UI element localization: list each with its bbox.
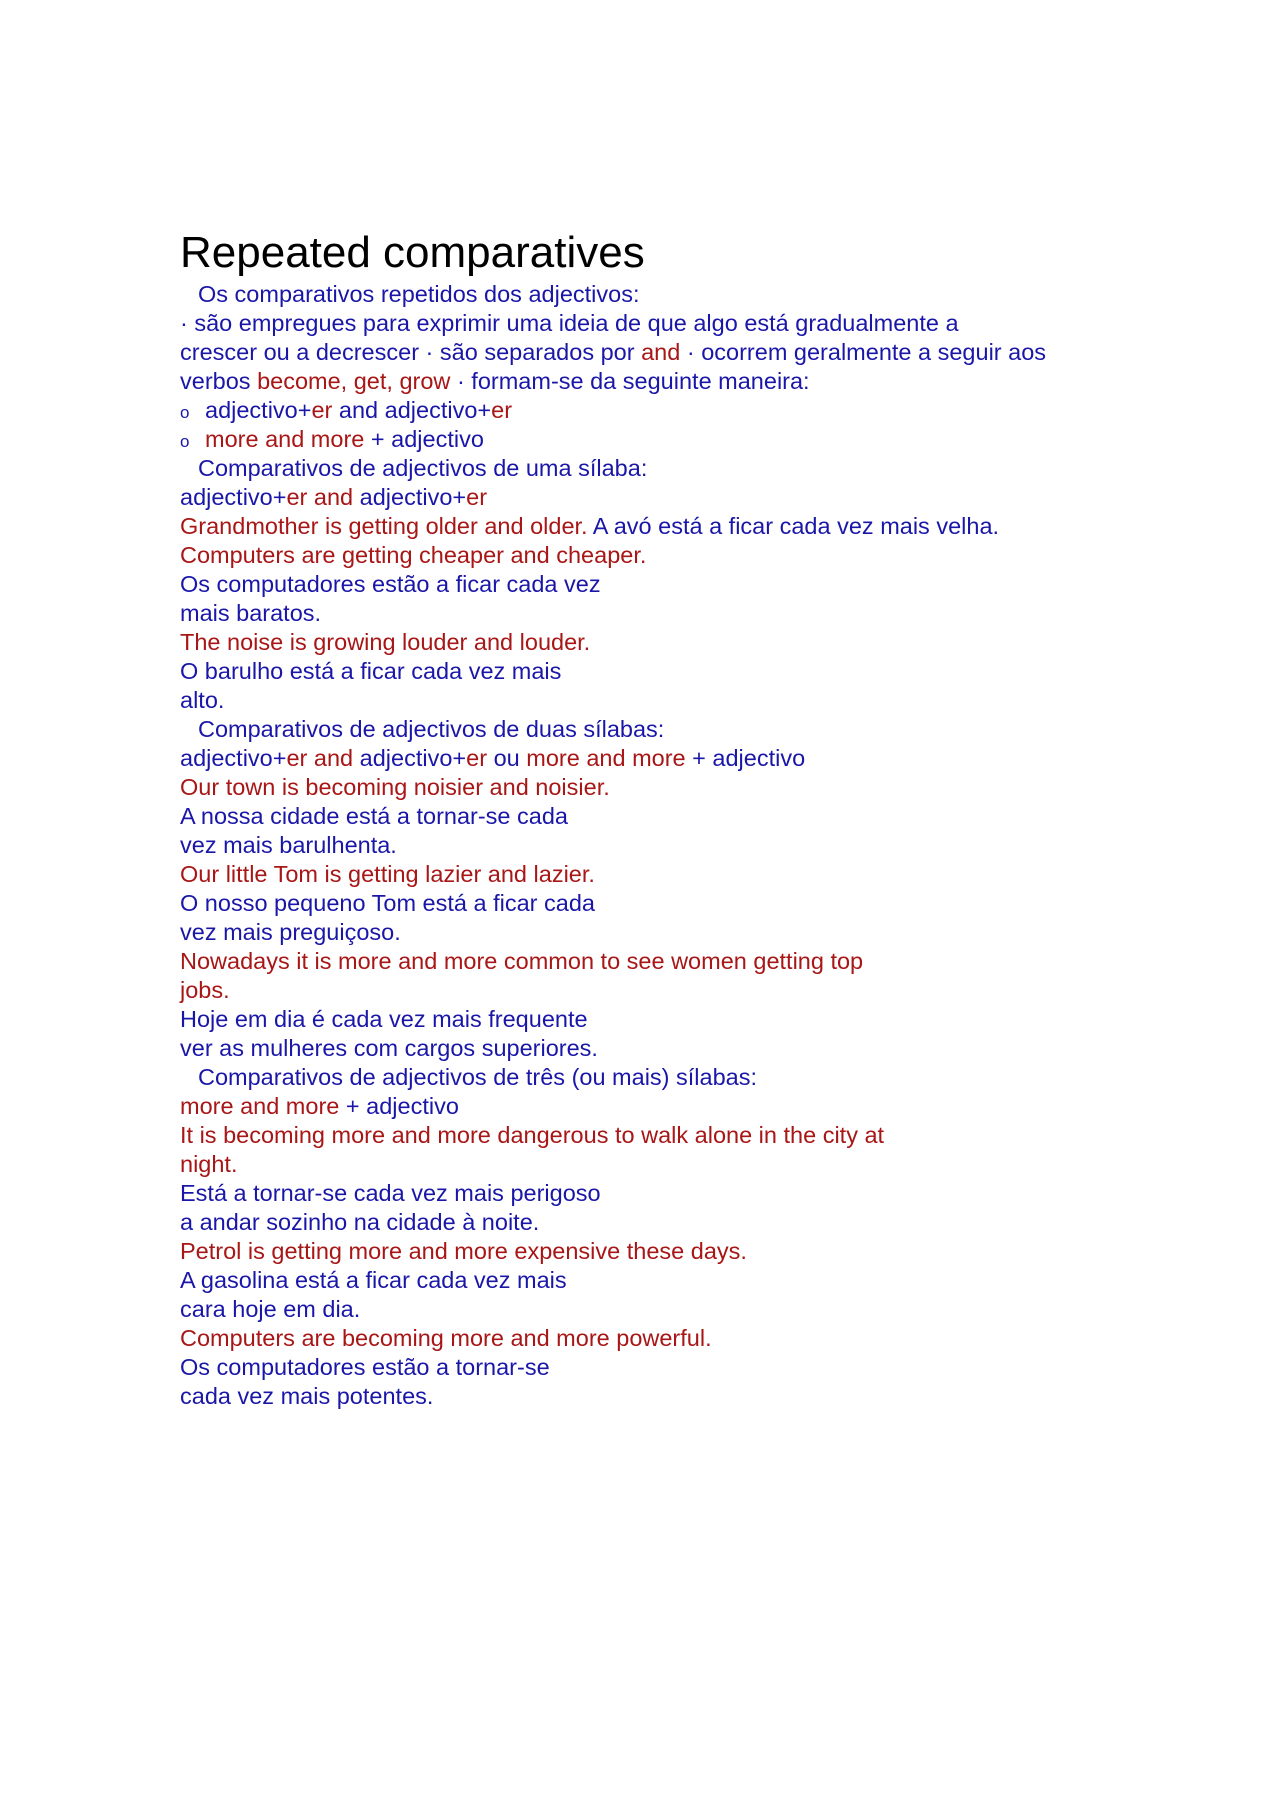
formula-part: adjectivo+ — [359, 484, 467, 510]
example-english: The noise is growing louder and louder. — [180, 629, 591, 655]
intro-line-3 — [180, 367, 1180, 396]
formula-keyword: and — [307, 484, 360, 510]
circle-bullet-icon: o — [180, 403, 190, 422]
formula-part: + adjectivo — [685, 745, 806, 771]
heading-text: Comparativos de adjectivos de três (ou mais) sílabas: — [198, 1064, 758, 1090]
section-heading-three-syllable — [180, 1063, 1180, 1092]
formula-part: ou — [487, 745, 527, 771]
example-portuguese: Os computadores estão a ficar cada vez — [180, 571, 601, 597]
circle-bullet-icon: o — [180, 432, 190, 451]
formula-keyword: more and more — [180, 1093, 340, 1119]
formula-suffix: er — [286, 745, 308, 771]
example-english: night. — [180, 1151, 238, 1177]
intro-line-1 — [180, 309, 1180, 338]
formula-part: + adjectivo — [339, 1093, 459, 1119]
heading-text: Comparativos de adjectivos de duas sílabas: — [198, 716, 665, 742]
formula-suffix: er — [466, 745, 488, 771]
formula-suffix: er — [466, 484, 488, 510]
example-portuguese: A avó está a ficar cada vez mais velha. — [587, 513, 1000, 539]
example-portuguese: ver as mulheres com cargos superiores. — [180, 1035, 598, 1061]
example-line — [180, 512, 1180, 541]
intro-text: ocorrem geralmente a seguir aos — [701, 339, 1047, 365]
example-portuguese: cara hoje em dia. — [180, 1296, 361, 1322]
bullet-marker — [180, 475, 198, 476]
example-portuguese: a andar sozinho na cidade à noite. — [180, 1209, 540, 1235]
document-page — [180, 227, 1180, 1411]
bullet-dot: · — [456, 368, 465, 394]
intro-line-2 — [180, 338, 1180, 367]
formula-part: and — [332, 397, 385, 423]
keyword-verbs: become, get, grow — [257, 368, 451, 394]
example-english: Nowadays it is more and more common to see women getting top — [180, 948, 864, 974]
formula-part: adjectivo+ — [205, 397, 312, 423]
formula-keyword: more and more — [526, 745, 686, 771]
section-heading-two-syllable — [180, 715, 1180, 744]
bullet-dot: · — [686, 339, 695, 365]
formula-part: adjectivo+ — [384, 397, 492, 423]
example-portuguese: O barulho está a ficar cada vez mais — [180, 658, 562, 684]
example-portuguese: vez mais preguiçoso. — [180, 919, 401, 945]
bullet-marker — [180, 1084, 198, 1085]
section-heading-one-syllable — [180, 454, 1180, 483]
example-english: Grandmother is getting older and older. — [180, 513, 588, 539]
example-english: jobs. — [180, 977, 230, 1003]
example-english: Computers are getting cheaper and cheaper. — [180, 542, 647, 568]
bullet-dot: · — [180, 310, 188, 336]
formula-three-syllable — [180, 1092, 1180, 1121]
example-portuguese: Hoje em dia é cada vez mais frequente — [180, 1006, 588, 1032]
example-english: Our little Tom is getting lazier and lazier. — [180, 861, 595, 887]
intro-text: formam-se da seguinte maneira: — [471, 368, 810, 394]
example-english: Computers are becoming more and more powerful. — [180, 1325, 712, 1351]
example-portuguese: vez mais barulhenta. — [180, 832, 397, 858]
example-english: Our town is becoming noisier and noisier. — [180, 774, 610, 800]
formula-part: adjectivo+ — [359, 745, 467, 771]
formula-suffix: er — [311, 397, 333, 423]
bullet-dot: · — [425, 339, 434, 365]
example-portuguese: A nossa cidade está a tornar-se cada — [180, 803, 568, 829]
formula-keyword: more and more — [205, 426, 365, 452]
intro-text: são empregues para exprimir uma ideia de que algo está gradualmente a — [194, 310, 959, 336]
formula-part: adjectivo+ — [180, 745, 287, 771]
section-heading-intro — [180, 280, 1180, 309]
example-portuguese: Os computadores estão a tornar-se — [180, 1354, 550, 1380]
formula-one-syllable — [180, 483, 1180, 512]
bullet-marker — [180, 301, 198, 302]
heading-text: Comparativos de adjectivos de uma sílaba: — [198, 455, 648, 481]
formula-suffix: er — [286, 484, 308, 510]
bullet-marker — [180, 736, 198, 737]
formula-part: + adjectivo — [364, 426, 484, 452]
example-portuguese: cada vez mais potentes. — [180, 1383, 434, 1409]
formula-item-1 — [180, 396, 1180, 425]
formula-part: adjectivo+ — [180, 484, 287, 510]
formula-item-2 — [180, 425, 1180, 454]
intro-text: crescer ou a decrescer — [180, 339, 426, 365]
example-portuguese: alto. — [180, 687, 225, 713]
example-portuguese: Está a tornar-se cada vez mais perigoso — [180, 1180, 601, 1206]
example-portuguese: A gasolina está a ficar cada vez mais — [180, 1267, 567, 1293]
example-portuguese: O nosso pequeno Tom está a ficar cada — [180, 890, 595, 916]
intro-text: são separados por — [439, 339, 642, 365]
keyword-and: and — [641, 339, 681, 365]
example-english: Petrol is getting more and more expensive these days. — [180, 1238, 747, 1264]
formula-keyword: and — [307, 745, 360, 771]
formula-suffix: er — [491, 397, 513, 423]
formula-two-syllable — [180, 744, 1180, 773]
page-title: Repeated comparatives — [180, 228, 645, 277]
intro-text: verbos — [180, 368, 258, 394]
example-english: It is becoming more and more dangerous to walk alone in the city at — [180, 1122, 885, 1148]
heading-text: Os comparativos repetidos dos adjectivos: — [198, 281, 640, 307]
example-portuguese: mais baratos. — [180, 600, 322, 626]
